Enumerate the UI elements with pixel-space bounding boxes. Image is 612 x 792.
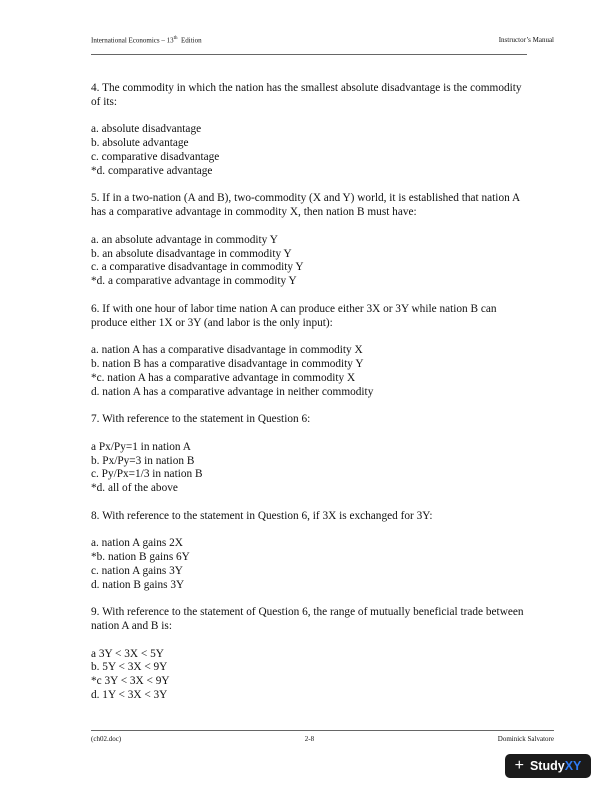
footer-divider xyxy=(91,730,554,731)
question-9 xyxy=(91,606,531,703)
question-list xyxy=(91,82,531,717)
option-item: a. an absolute advantage in commodity Y xyxy=(91,233,278,246)
footer-page-number: 2-8 xyxy=(304,735,315,743)
studyxy-badge[interactable] xyxy=(505,754,591,778)
page-header xyxy=(91,36,554,44)
option-item: b. an absolute disadvantage in commodity Y xyxy=(91,247,292,260)
option-item: *d. comparative advantage xyxy=(91,164,213,177)
question-7 xyxy=(91,413,531,496)
plus-icon: + xyxy=(514,757,524,774)
option-item: d. 1Y < 3X < 3Y xyxy=(91,689,168,702)
question-text: 6. If with one hour of labor time nation A can produce either 3X or 3Y while nation B can produce either 1X or 3Y (and labor is the only input): xyxy=(91,302,497,329)
option-item: *d. a comparative advantage in commodity Y xyxy=(91,275,297,288)
option-item: a. nation A gains 2X xyxy=(91,537,183,550)
option-item: a. nation A has a comparative disadvantage in commodity X xyxy=(91,344,363,357)
option-list xyxy=(91,234,531,289)
option-item: a. absolute disadvantage xyxy=(91,123,202,136)
option-list xyxy=(91,648,531,703)
page-footer xyxy=(91,735,554,743)
option-item: b. absolute advantage xyxy=(91,137,189,150)
option-item: *d. all of the above xyxy=(91,482,178,495)
option-item: b. 5Y < 3X < 9Y xyxy=(91,661,168,674)
option-item: *c 3Y < 3X < 9Y xyxy=(91,675,170,688)
question-text: 8. With reference to the statement in Question 6, if 3X is exchanged for 3Y: xyxy=(91,509,433,522)
option-item: d. nation B gains 3Y xyxy=(91,578,185,591)
option-item: c. comparative disadvantage xyxy=(91,150,220,163)
option-list xyxy=(91,441,531,496)
option-list xyxy=(91,123,531,178)
option-item: b. Px/Py=3 in nation B xyxy=(91,454,195,467)
footer-author: Dominick Salvatore xyxy=(497,735,554,743)
footer-filename: (ch02.doc) xyxy=(91,735,122,743)
badge-brand-xy: XY xyxy=(564,759,582,773)
header-book-title: International Economics – 13th Edition xyxy=(91,36,202,45)
question-5 xyxy=(91,192,531,289)
question-text: 4. The commodity in which the nation has the smallest absolute disadvantage is the commodity of its: xyxy=(91,82,522,108)
question-text: 9. With reference to the statement of Question 6, the range of mutually beneficial trade between nation A and B is: xyxy=(91,606,524,633)
header-manual-title: Instructor’s Manual xyxy=(498,36,554,44)
option-item: c. a comparative disadvantage in commodity Y xyxy=(91,261,304,274)
option-list xyxy=(91,344,531,399)
badge-brand-study: Study xyxy=(529,759,565,773)
option-list xyxy=(91,537,531,592)
question-6 xyxy=(91,303,531,400)
option-item: c. Py/Px=1/3 in nation B xyxy=(91,468,203,481)
option-item: *b. nation B gains 6Y xyxy=(91,551,190,564)
option-item: a Px/Py=1 in nation A xyxy=(91,440,191,453)
question-8 xyxy=(91,510,531,593)
option-item: *c. nation A has a comparative advantage in commodity X xyxy=(91,371,356,384)
option-item: d. nation A has a comparative advantage in neither commodity xyxy=(91,385,374,398)
option-item: b. nation B has a comparative disadvantage in commodity Y xyxy=(91,357,364,370)
question-text: 7. With reference to the statement in Question 6: xyxy=(91,413,311,426)
option-item: a 3Y < 3X < 5Y xyxy=(91,647,164,660)
question-text: 5. If in a two-nation (A and B), two-commodity (X and Y) world, it is established that nation A has a comparative advantage in commodity X, then nation B must have: xyxy=(91,192,520,219)
option-item: c. nation A gains 3Y xyxy=(91,564,183,577)
header-divider xyxy=(91,54,527,55)
question-4 xyxy=(91,82,531,179)
